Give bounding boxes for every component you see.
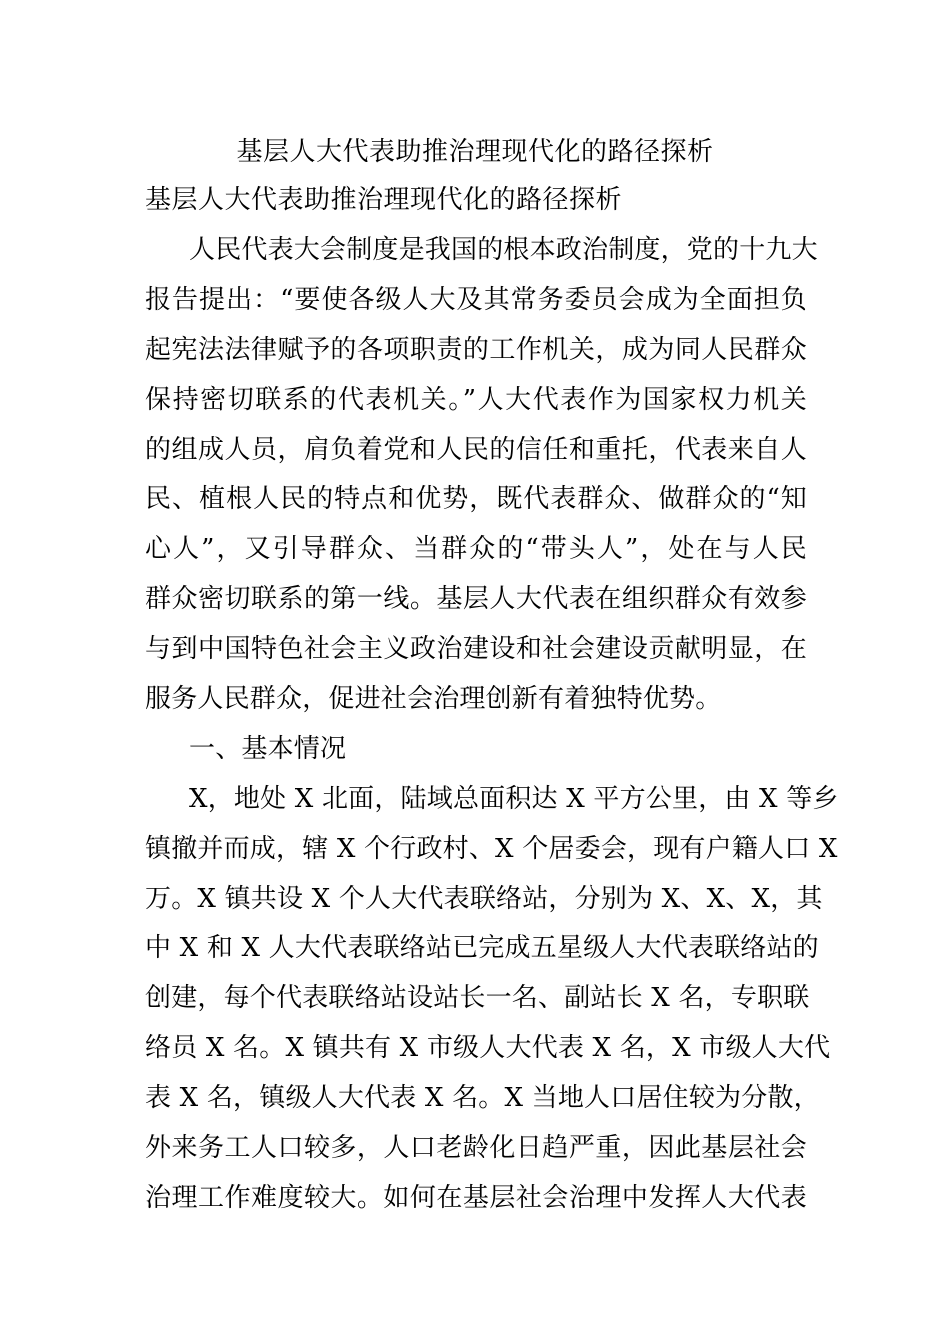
text-line: 创建，每个代表联络站设站长一名、副站长 X 名，专职联	[145, 983, 810, 1014]
text-line: 一、基本情况	[189, 733, 347, 764]
document-title: 基层人大代表助推治理现代化的路径探析	[236, 137, 714, 167]
text-line: 民、植根人民的特点和优势，既代表群众、做群众的“知	[145, 484, 807, 515]
text-line: 外来务工人口较多，人口老龄化日趋严重，因此基层社会	[145, 1133, 807, 1164]
text-line: 起宪法法律赋予的各项职责的工作机关，成为同人民群众	[145, 334, 807, 365]
document-subtitle: 基层人大代表助推治理现代化的路径探析	[145, 185, 623, 215]
text-line: 镇撤并而成，辖 X 个行政村、X 个居委会，现有户籍人口 X	[145, 833, 838, 864]
text-line: 心人”，又引导群众、当群众的“带头人”，处在与人民	[145, 534, 807, 565]
text-line: 络员 X 名。X 镇共有 X 市级人大代表 X 名，X 市级人大代	[145, 1033, 831, 1064]
text-line: 表 X 名，镇级人大代表 X 名。X 当地人口居住较为分散，	[145, 1083, 820, 1114]
text-line: 中 X 和 X 人大代表联络站已完成五星级人大代表联络站的	[145, 933, 819, 964]
document-body	[145, 230, 839, 1228]
text-line: 报告提出：“要使各级人大及其常务委员会成为全面担负	[145, 284, 807, 315]
text-line: 人民代表大会制度是我国的根本政治制度，党的十九大	[189, 235, 818, 265]
text-line: X，地处 X 北面，陆域总面积达 X 平方公里，由 X 等乡	[189, 783, 839, 814]
text-line: 的组成人员，肩负着党和人民的信任和重托，代表来自人	[145, 434, 807, 465]
text-line: 与到中国特色社会主义政治建设和社会建设贡献明显，在	[145, 634, 807, 665]
text-line: 治理工作难度较大。如何在基层社会治理中发挥人大代表	[145, 1182, 807, 1213]
text-line: 保持密切联系的代表机关。”人大代表作为国家权力机关	[145, 384, 807, 415]
text-line: 万。X 镇共设 X 个人大代表联络站，分别为 X、X、X，其	[145, 883, 823, 914]
text-line: 群众密切联系的第一线。基层人大代表在组织群众有效参	[145, 584, 807, 615]
text-line: 服务人民群众，促进社会治理创新有着独特优势。	[145, 684, 722, 715]
